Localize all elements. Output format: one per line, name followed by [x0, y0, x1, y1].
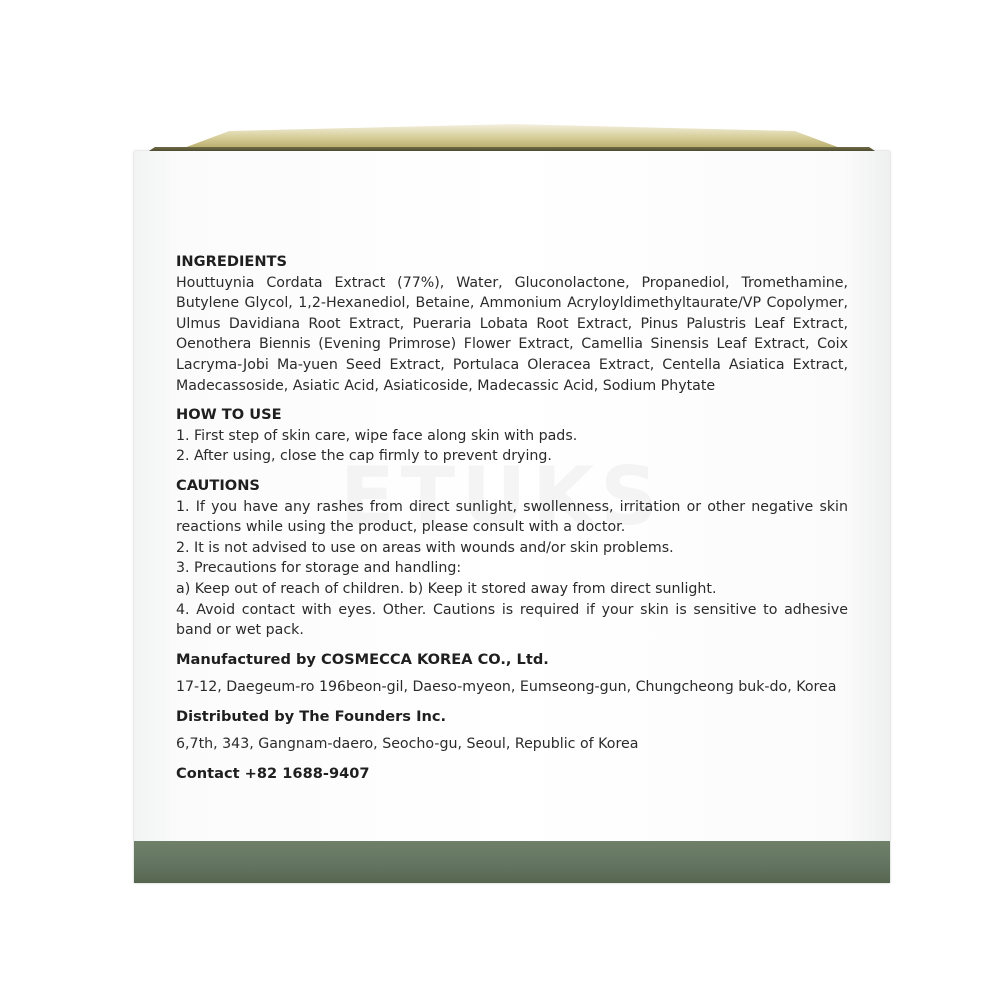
cautions-heading: CAUTIONS [176, 476, 260, 494]
caution-item: a) Keep out of reach of children. b) Keep it stored away from direct sunlight. [176, 580, 717, 597]
how-to-use-step: 1. First step of skin care, wipe face along skin with pads. [176, 427, 578, 444]
label-text-block [176, 252, 848, 785]
how-to-use-step: 2. After using, close the cap firmly to prevent drying. [176, 448, 552, 465]
caution-item: 1. If you have any rashes from direct sunlight, swollenness, irritation or other negative skin reactions while using the product, please consult with a doctor. [176, 498, 848, 536]
distributor-label: Distributed by The Founders Inc. [176, 707, 447, 725]
green-bottom-band [134, 841, 890, 883]
manufacturer-address: 17-12, Daegeum-ro 196beon-gil, Daeso-myeon, Eumseong-gun, Chungcheong buk-do, Korea [176, 679, 837, 696]
caution-item: 2. It is not advised to use on areas with wounds and/or skin problems. [176, 539, 674, 556]
ingredients-heading: INGREDIENTS [176, 253, 288, 270]
caution-item: 4. Avoid contact with eyes. Other. Cautions is required if your skin is sensitive to adhesive band or wet pack. [176, 601, 848, 639]
contact-info: Contact +82 1688-9407 [176, 765, 370, 783]
manufacturer-label: Manufactured by COSMECCA KOREA CO., Ltd. [176, 650, 549, 668]
caution-item: 3. Precautions for storage and handling: [176, 560, 462, 577]
ingredients-list: Houttuynia Cordata Extract (77%), Water, Gluconolactone, Propanediol, Tromethamine, Butylene Glycol, 1,2-Hexanediol, Betaine, Ammonium Acryloyldimethyltaurate/VP Copolymer, Ulmus Davidiana Root Extract, Pueraria Lobata Root Extract, Pinus Palustris Leaf Extract, Oenothera Biennis (Evening Primrose) Flower Extract, Camellia Sinensis Leaf Extract, Coix Lacryma-Jobi Ma-yuen Seed Extract, Portulaca Oleracea Extract, Centella Asiatica Extract, Madecassoside, Asiatic Acid, Asiaticoside, Madecassic Acid, Sodium Phytate [176, 274, 848, 394]
how-to-use-heading: HOW TO USE [176, 406, 282, 424]
distributor-address: 6,7th, 343, Gangnam-daero, Seocho-gu, Seoul, Republic of Korea [176, 736, 639, 753]
